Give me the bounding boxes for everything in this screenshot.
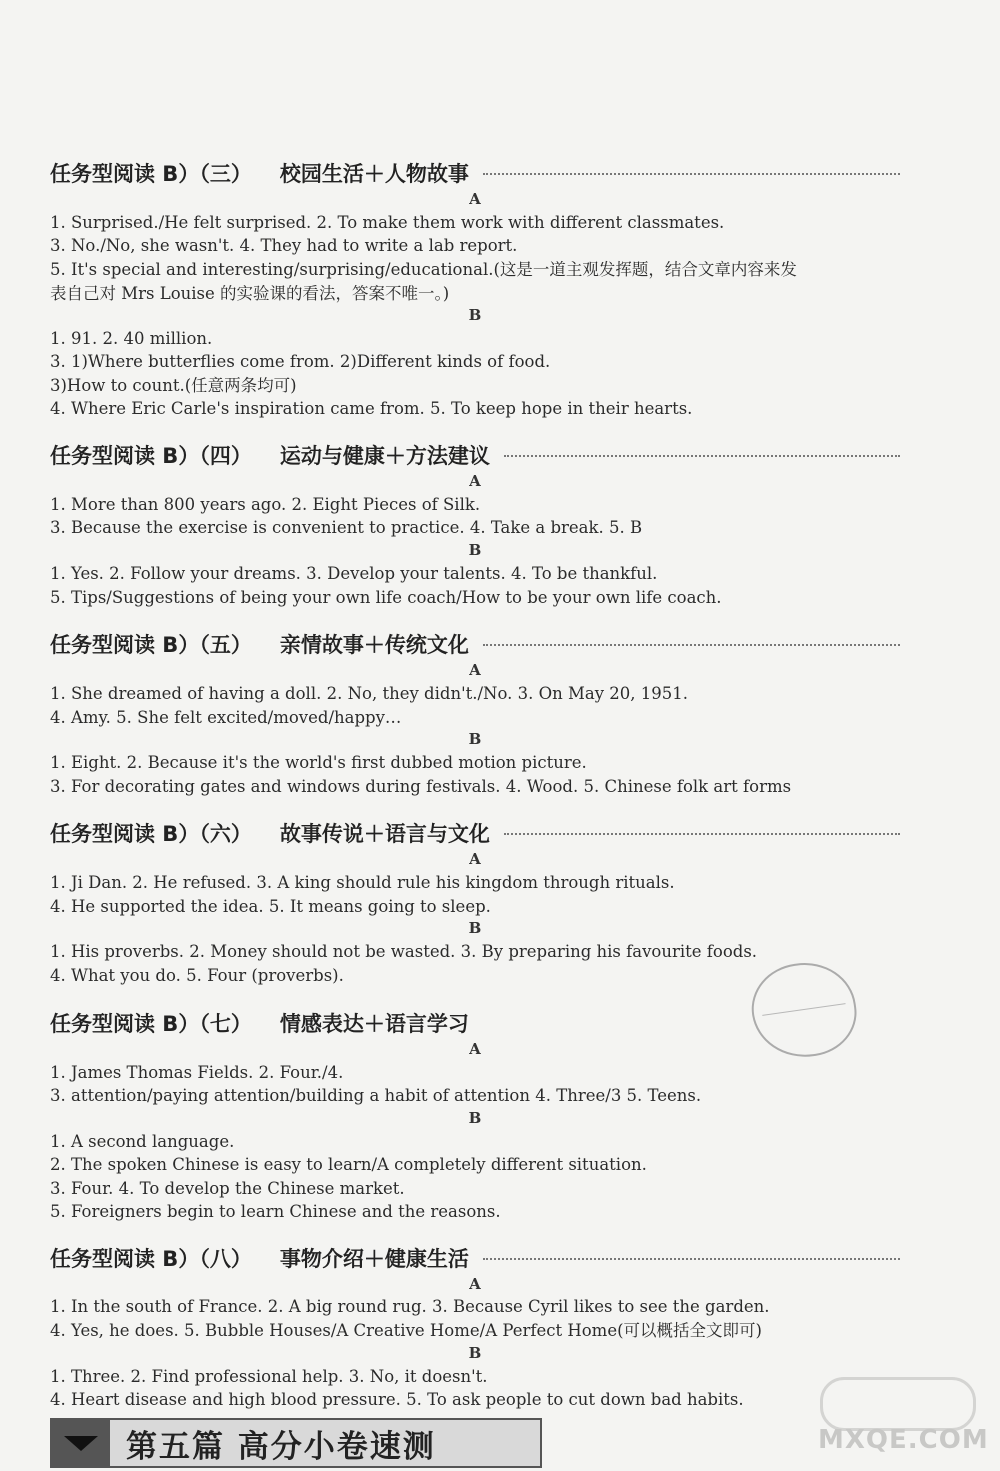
- section-label: 任务型阅读 B）（六）: [50, 822, 252, 846]
- answer-line: 1. Ji Dan. 2. He refused. 3. A king should rule his kingdom through rituals.: [50, 873, 675, 892]
- part-label: B: [468, 541, 482, 559]
- section-topic: 运动与健康＋方法建议: [279, 444, 490, 468]
- section-topic: 亲情故事＋传统文化: [279, 633, 469, 657]
- section-label: 任务型阅读 B）（八）: [50, 1247, 252, 1271]
- answer-line: 4. Amy. 5. She felt excited/moved/happy…: [50, 708, 402, 727]
- section-topic: 校园生活＋人物故事: [279, 162, 469, 186]
- answer-line: 表自己对 Mrs Louise 的实验课的看法，答案不唯一。): [50, 284, 450, 303]
- section-label: 任务型阅读 B）（七）: [50, 1012, 252, 1036]
- section-header: [50, 1008, 900, 1038]
- part-label: A: [469, 850, 481, 868]
- answer-line: 4. Yes, he does. 5. Bubble Houses/A Creative Home/A Perfect Home(可以概括全文即可): [50, 1321, 762, 1340]
- answer-line: 1. Eight. 2. Because it's the world's first dubbed motion picture.: [50, 753, 587, 772]
- section-topic: 情感表达＋语言学习: [279, 1012, 469, 1036]
- section-label: 任务型阅读 B）（五）: [50, 633, 252, 657]
- part-label: B: [468, 306, 482, 324]
- part-label: A: [469, 1040, 481, 1058]
- answer-line: 1. A second language.: [50, 1132, 235, 1151]
- answer-line: 5. It's special and interesting/surprising/educational.(这是一道主观发挥题，结合文章内容来发: [50, 260, 797, 279]
- section-header: [50, 1243, 900, 1273]
- watermark-shape: [820, 1377, 976, 1431]
- answer-line: 1. James Thomas Fields. 2. Four./4.: [50, 1063, 344, 1082]
- watermark-text: MXQE.COM: [818, 1425, 989, 1455]
- section-header: [50, 818, 900, 848]
- answer-line: 5. Foreigners begin to learn Chinese and the reasons.: [50, 1202, 501, 1221]
- answer-line: 4. He supported the idea. 5. It means going to sleep.: [50, 897, 491, 916]
- answer-line: 3. Because the exercise is convenient to practice. 4. Take a break. 5. B: [50, 518, 643, 537]
- part-label: B: [468, 1109, 482, 1127]
- part-label: A: [469, 190, 481, 208]
- answer-line: 1. Yes. 2. Follow your dreams. 3. Develop your talents. 4. To be thankful.: [50, 564, 658, 583]
- answer-line: 1. More than 800 years ago. 2. Eight Pieces of Silk.: [50, 495, 481, 514]
- section-header: [50, 158, 900, 188]
- part-label: B: [468, 730, 482, 748]
- part-label: A: [469, 472, 481, 490]
- answer-line: 3. Four. 4. To develop the Chinese market.: [50, 1179, 405, 1198]
- answer-line: 3. No./No, she wasn't. 4. They had to write a lab report.: [50, 236, 518, 255]
- section-header: [50, 629, 900, 659]
- dotted-rule: [504, 455, 900, 457]
- dotted-rule: [504, 833, 900, 835]
- section-label: 任务型阅读 B）（三）: [50, 162, 252, 186]
- part-label: B: [468, 919, 482, 937]
- answer-line: 1. 91. 2. 40 million.: [50, 329, 213, 348]
- answer-line: 3)How to count.(任意两条均可): [50, 376, 297, 395]
- answer-line: 1. His proverbs. 2. Money should not be wasted. 3. By preparing his favourite foods.: [50, 942, 758, 961]
- answer-line: 1. Surprised./He felt surprised. 2. To make them work with different classmates.: [50, 213, 725, 232]
- down-arrow-icon: [64, 1436, 98, 1451]
- part-label: A: [469, 661, 481, 679]
- part-label: A: [469, 1275, 481, 1293]
- answer-line: 5. Tips/Suggestions of being your own life coach/How to be your own life coach.: [50, 588, 722, 607]
- dotted-rule: [483, 644, 900, 646]
- answer-line: 1. She dreamed of having a doll. 2. No, they didn't./No. 3. On May 20, 1951.: [50, 684, 689, 703]
- answer-line: 3. attention/paying attention/building a habit of attention 4. Three/3 5. Teens.: [50, 1086, 702, 1105]
- answer-line: 2. The spoken Chinese is easy to learn/A completely different situation.: [50, 1155, 647, 1174]
- answer-line: 4. Where Eric Carle's inspiration came from. 5. To keep hope in their hearts.: [50, 399, 693, 418]
- watermark-logo: [800, 1375, 990, 1465]
- answer-line: 1. Three. 2. Find professional help. 3. No, it doesn't.: [50, 1367, 488, 1386]
- section-topic: 故事传说＋语言与文化: [279, 822, 490, 846]
- dotted-rule: [483, 1258, 900, 1260]
- answer-line: 4. What you do. 5. Four (proverbs).: [50, 966, 344, 985]
- chapter-title: 第五篇 高分小卷速测: [126, 1428, 436, 1465]
- dotted-rule: [483, 173, 900, 175]
- next-chapter-banner: [50, 1418, 542, 1468]
- answer-line: 3. For decorating gates and windows during festivals. 4. Wood. 5. Chinese folk art forms: [50, 777, 792, 796]
- answer-line: 4. Heart disease and high blood pressure. 5. To ask people to cut down bad habits.: [50, 1390, 744, 1409]
- part-label: B: [468, 1344, 482, 1362]
- section-label: 任务型阅读 B）（四）: [50, 444, 252, 468]
- answer-line: 3. 1)Where butterflies come from. 2)Different kinds of food.: [50, 352, 551, 371]
- answer-line: 1. In the south of France. 2. A big round rug. 3. Because Cyril likes to see the garden.: [50, 1297, 770, 1316]
- section-topic: 事物介绍＋健康生活: [279, 1247, 469, 1271]
- section-header: [50, 440, 900, 470]
- arrow-box: [52, 1420, 110, 1466]
